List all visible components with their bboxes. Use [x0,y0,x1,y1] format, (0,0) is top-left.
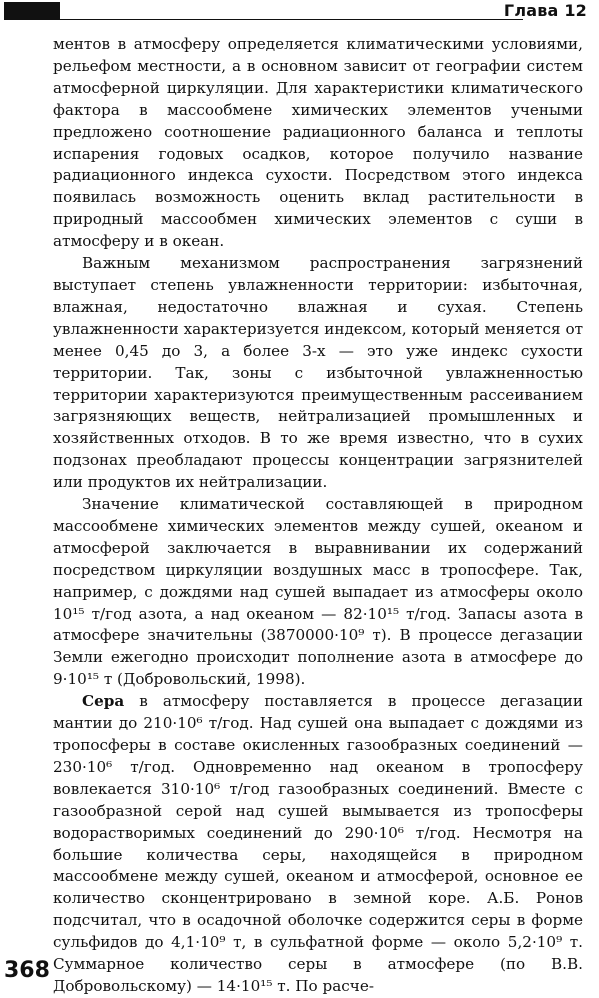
page-header [0,0,599,26]
page-number: 368 [4,958,50,983]
paragraph-4-lead: Сера [82,692,125,711]
paragraph-2-text: Важным механизмом распространения загрязнений выступает степень увлажненности территории: избыточная, влажная, недостаточно влажная и сухая. Степень увлажненности характеризуется индексом, который меняется от менее 0,45 до 3, а более 3-х — это уже индекс сухости территории. Так, зоны с избыточной увлажненностью территории характеризуются преимущественным рассеиванием загрязняющих веществ, нейтрализацией промышленных и хозяйственных отходов. В то же время известно, что в сухих подзонах преобладают процессы концентрации загрязнителей или продуктов их нейтрализации. [53,254,583,492]
paragraph-2 [53,253,583,494]
header-rule [60,19,523,20]
paragraph-4-text: в атмосферу поставляется в процессе дегазации мантии до 210·10⁶ т/год. Над сушей она выпадает с дождями из тропосферы в составе окисленных газообразных соединений — 230·10⁶ т/год. Одновременно над океаном в тропосферу вовлекается 310·10⁶ т/год газообразных соединений. Вместе с газообразной серой над сушей вымывается из тропосферы водорастворимых соединений до 290·10⁶ т/год. Несмотря на большие количества серы, находящейся в природном массообмене между сушей, океаном и атмосферой, основное ее количество сконцентрировано в земной коре. А.Б. Ронов подсчитал, что в осадочной оболочке содержится серы в форме сульфидов до 4,1·10⁹ т, в сульфатной форме — около 5,2·10⁹ т. Суммарное количество серы в атмосфере (по В.В. Добровольскому) — 14·10¹⁵ т. По расче- [53,692,583,995]
paragraph-4 [53,691,583,998]
chapter-title: Глава 12 [503,1,587,20]
paragraph-3-text: Значение климатической составляющей в природном массообмене химических элементов между сушей, океаном и атмосферой заключается в выравнивании их содержаний посредством циркуляции воздушных масс в тропосфере. Так, например, с дождями над сушей выпадает из атмосферы около 10¹⁵ т/год азота, а над океаном — 82·10¹⁵ т/год. Запасы азота в атмосфере значительны (3870000·10⁹ т). В процессе дегазации Земли ежегодно происходит пополнение азота в атмосфере до 9·10¹⁵ т (Добровольский, 1998). [53,495,583,689]
header-black-block [4,2,60,20]
body-text [53,34,583,998]
paragraph-1 [53,34,583,253]
paragraph-1-text: ментов в атмосферу определяется климатическими условиями, рельефом местности, а в основном зависит от географии систем атмосферной циркуляции. Для характеристики климатического фактора в массообмене химических элементов учеными предложено соотношение радиационного баланса и теплоты испарения годовых осадков, которое получило название радиационного индекса сухости. Посредством этого индекса появилась возможность оценить вклад растительности в природный массообмен химических элементов с суши в атмосферу и в океан. [53,35,583,251]
paragraph-3 [53,494,583,691]
